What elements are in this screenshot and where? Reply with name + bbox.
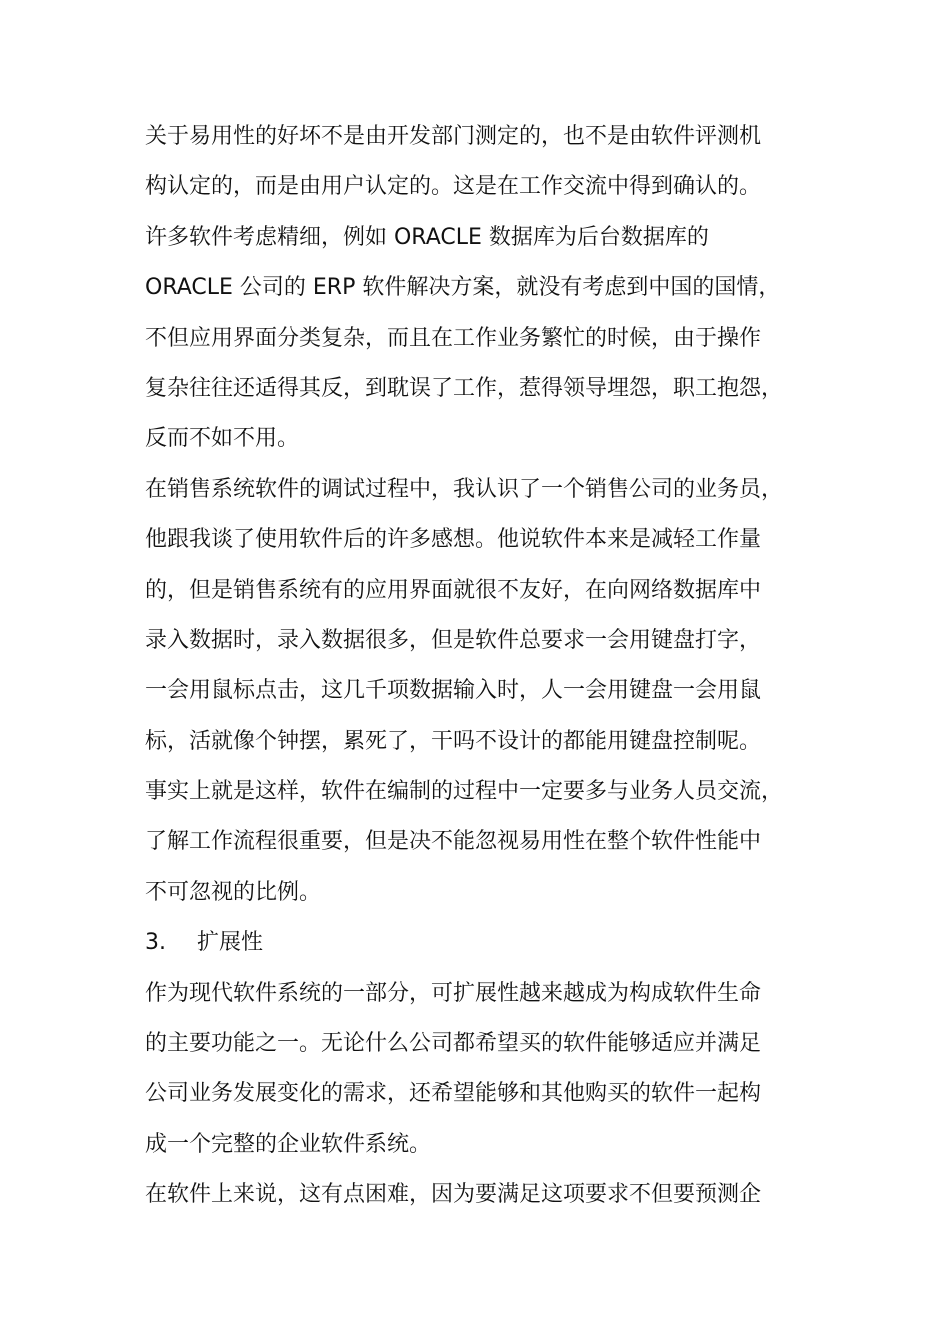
section-heading — [145, 918, 835, 968]
text-line: 公司业务发展变化的需求，还希望能够和其他购买的软件一起构 — [145, 1081, 762, 1107]
text-line: 的，但是销售系统有的应用界面就很不友好，在向网络数据库中 — [145, 577, 762, 603]
text-line: 不但应用界面分类复杂，而且在工作业务繁忙的时候，由于操作 — [145, 325, 762, 351]
text-line: 了解工作流程很重要，但是决不能忽视易用性在整个软件性能中 — [145, 829, 762, 855]
document-body — [145, 112, 835, 1221]
text-line: 在销售系统软件的调试过程中，我认识了一个销售公司的业务员， — [145, 476, 784, 502]
text-line: 的主要功能之一。无论什么公司都希望买的软件能够适应并满足 — [145, 1031, 762, 1057]
text-line: 构认定的，而是由用户认定的。这是在工作交流中得到确认的。 — [145, 174, 762, 200]
text-line: 作为现代软件系统的一部分，可扩展性越来越成为构成软件生命 — [145, 980, 762, 1006]
text-line: 在软件上来说，这有点困难，因为要满足这项要求不但要预测企 — [145, 1182, 762, 1208]
text-line: ORACLE 公司的 ERP 软件解决方案，就没有考虑到中国的国情， — [145, 275, 781, 301]
text-line: 关于易用性的好坏不是由开发部门测定的，也不是由软件评测机 — [145, 124, 762, 149]
text-line: 一会用鼠标点击，这几千项数据输入时，人一会用键盘一会用鼠 — [145, 678, 762, 704]
text-line: 事实上就是这样，软件在编制的过程中一定要多与业务人员交流， — [145, 779, 784, 805]
text-line: 许多软件考虑精细，例如 ORACLE 数据库为后台数据库的 — [145, 224, 709, 250]
text-line: 不可忽视的比例。 — [145, 879, 322, 905]
text-line: 录入数据时，录入数据很多，但是软件总要求一会用键盘打字， — [145, 627, 762, 653]
text-line: 标，活就像个钟摆，累死了，干吗不设计的都能用键盘控制呢。 — [145, 728, 762, 754]
section-title: 扩展性 — [197, 930, 264, 956]
text-line: 反而不如不用。 — [145, 426, 300, 452]
section-number: 3. — [145, 930, 166, 956]
text-line: 复杂往往还适得其反，到耽误了工作，惹得领导埋怨，职工抱怨， — [145, 375, 784, 401]
text-line: 他跟我谈了使用软件后的许多感想。他说软件本来是减轻工作量 — [145, 527, 762, 553]
text-line: 成一个完整的企业软件系统。 — [145, 1131, 432, 1157]
